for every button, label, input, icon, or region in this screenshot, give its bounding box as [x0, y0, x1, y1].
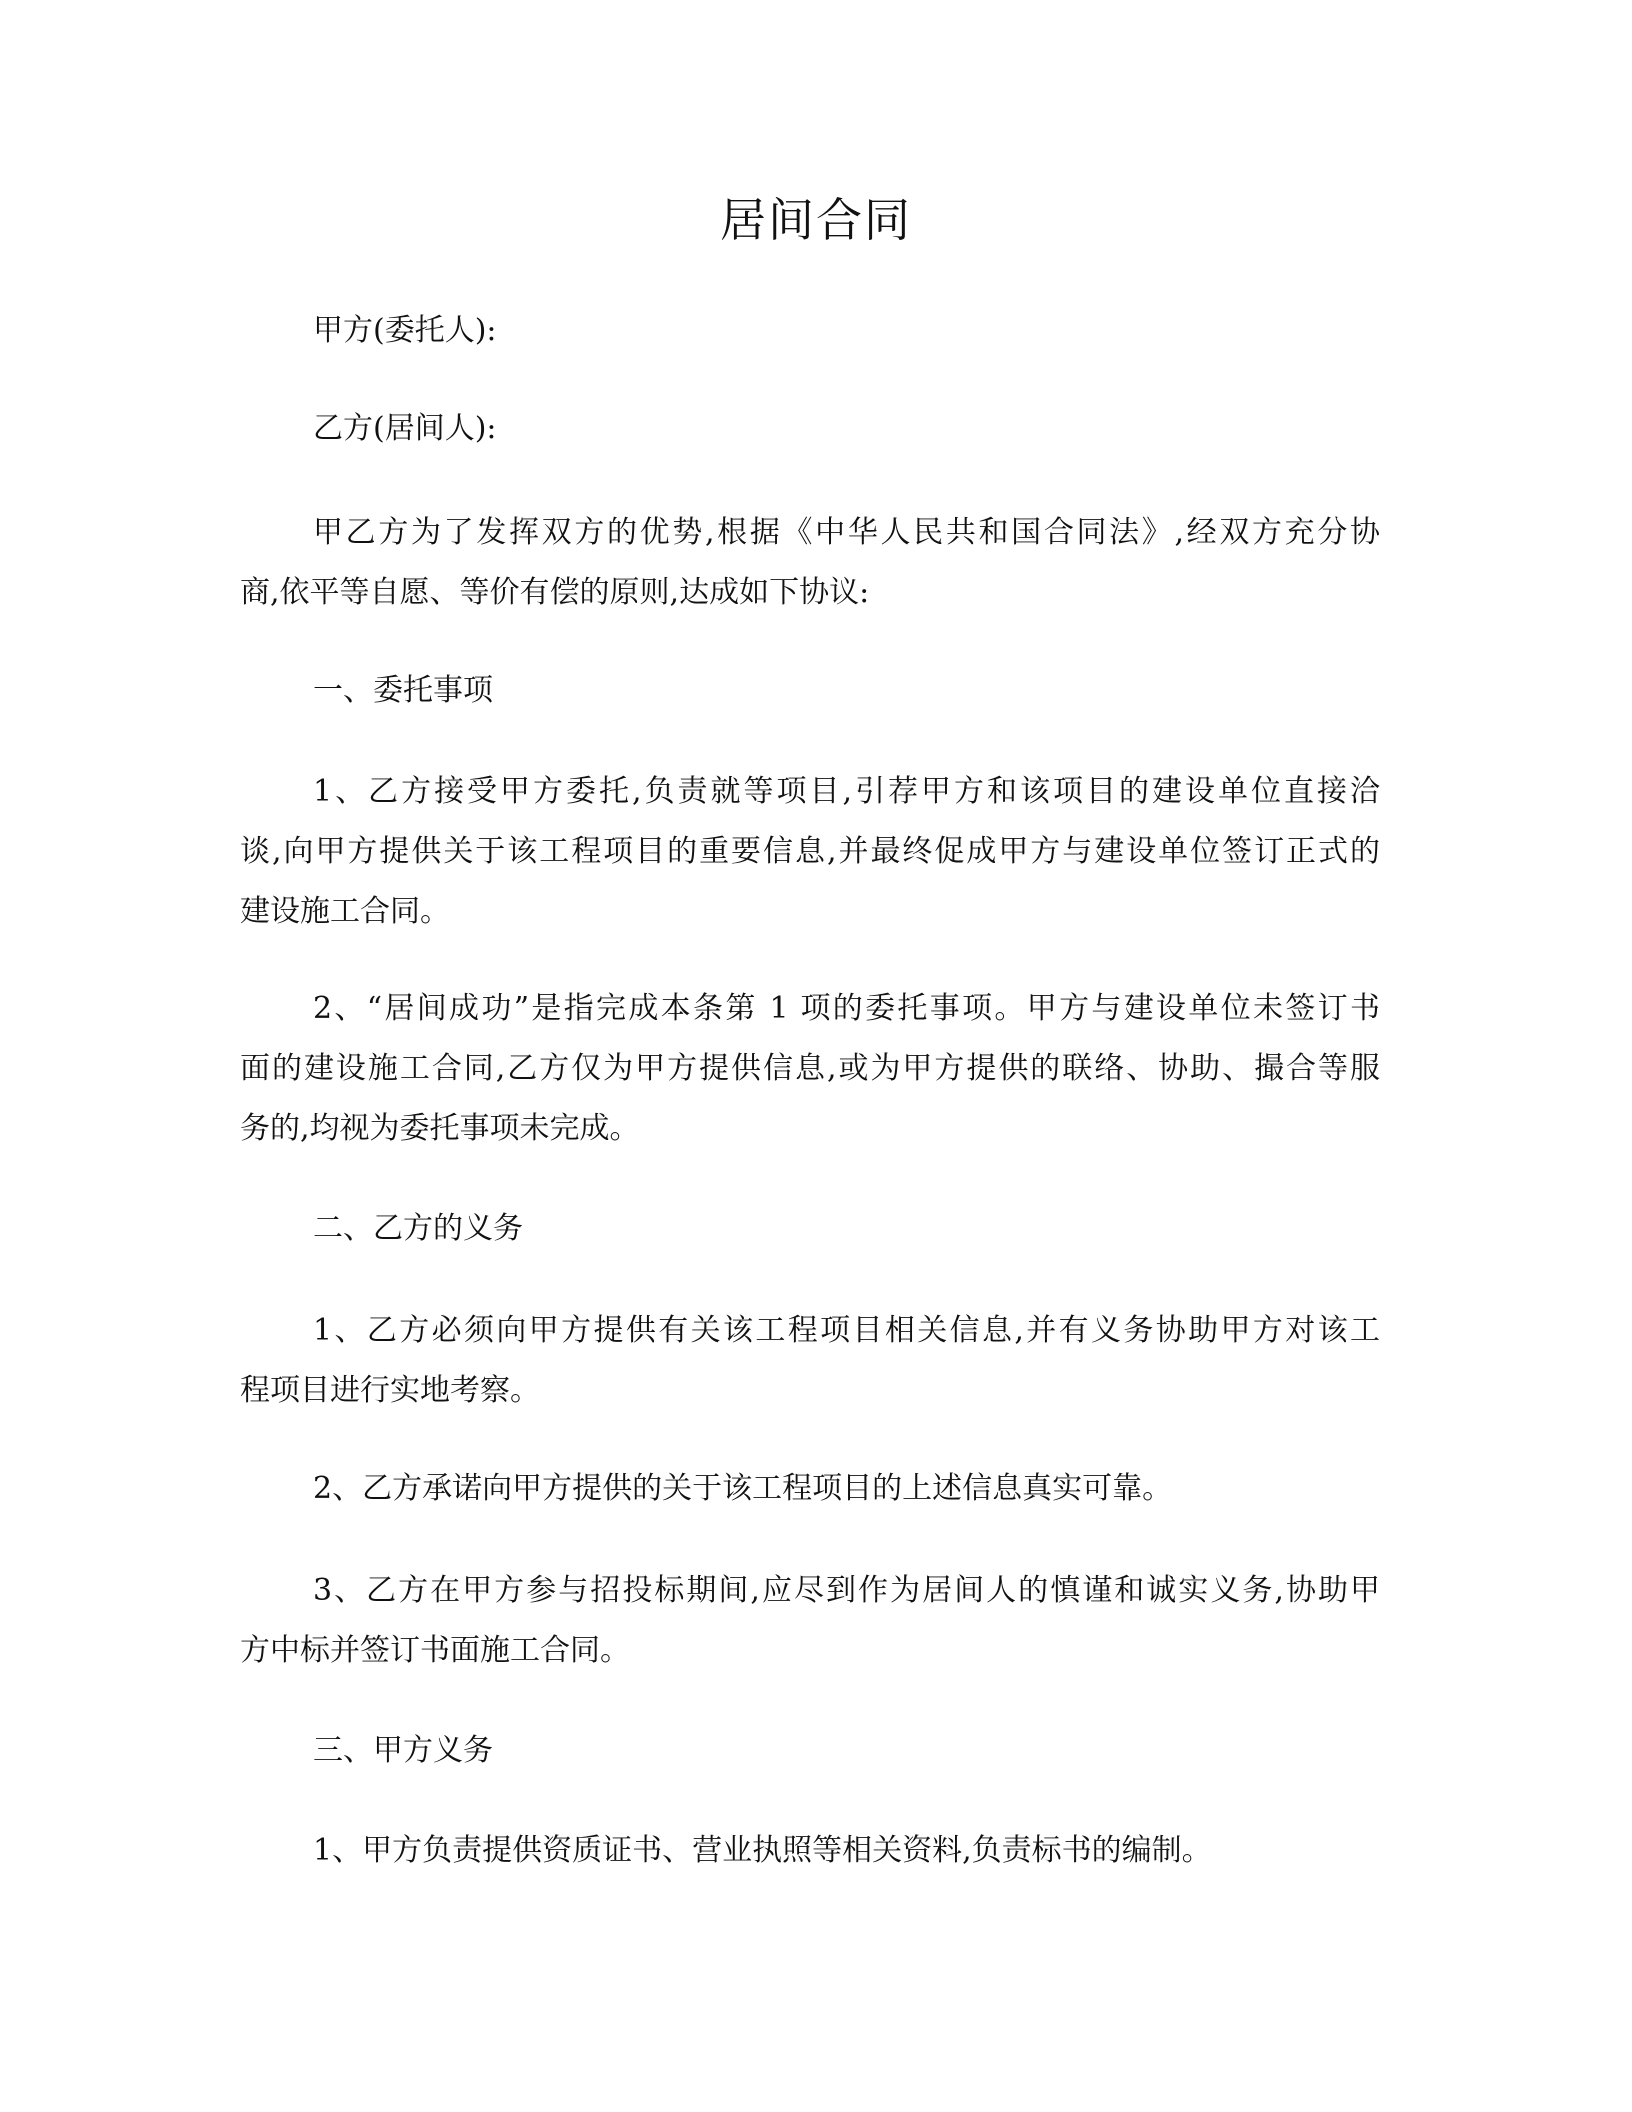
section3-item1 [240, 1831, 1380, 1871]
text-line: 谈,向甲方提供关于该工程项目的重要信息,并最终促成甲方与建设单位签订正式的 [240, 834, 1380, 869]
section1-item1 [240, 772, 1380, 932]
text-line: 商,依平等自愿、等价有偿的原则,达成如下协议: [240, 575, 870, 610]
text-line: 建设施工合同。 [240, 894, 450, 929]
text-line: 2、“居间成功”是指完成本条第 1 项的委托事项。甲方与建设单位未签订书 [313, 991, 1380, 1026]
section-heading: 一、委托事项 [313, 673, 493, 708]
text-line: 方中标并签订书面施工合同。 [240, 1633, 630, 1668]
section3-heading [240, 1731, 1380, 1771]
section2-item1 [240, 1311, 1380, 1411]
party-a-line [240, 311, 1380, 351]
text-line: 1、甲方负责提供资质证书、营业执照等相关资料,负责标书的编制。 [313, 1833, 1212, 1868]
text-line: 1、乙方接受甲方委托,负责就等项目,引荐甲方和该项目的建设单位直接洽 [313, 774, 1380, 809]
text-line: 甲乙方为了发挥双方的优势,根据《中华人民共和国合同法》,经双方充分协 [313, 515, 1380, 550]
text-line: 3、乙方在甲方参与招投标期间,应尽到作为居间人的慎谨和诚实义务,协助甲 [313, 1573, 1380, 1608]
document-title: 居间合同 [720, 193, 912, 247]
section1-heading [240, 671, 1380, 711]
text-line: 1、乙方必须向甲方提供有关该工程项目相关信息,并有义务协助甲方对该工 [313, 1313, 1380, 1348]
party-a-label: 甲方(委托人): [313, 313, 497, 348]
section2-heading [240, 1209, 1380, 1249]
section2-item2 [240, 1469, 1380, 1509]
preamble-paragraph [240, 513, 1380, 613]
text-line: 面的建设施工合同,乙方仅为甲方提供信息,或为甲方提供的联络、协助、撮合等服 [240, 1051, 1380, 1086]
section-heading: 三、甲方义务 [313, 1733, 493, 1768]
text-line: 2、乙方承诺向甲方提供的关于该工程项目的上述信息真实可靠。 [313, 1471, 1173, 1506]
text-line: 程项目进行实地考察。 [240, 1373, 540, 1408]
text-line: 务的,均视为委托事项未完成。 [240, 1111, 640, 1146]
section-heading: 二、乙方的义务 [313, 1211, 523, 1246]
party-b-label: 乙方(居间人): [313, 411, 497, 446]
party-b-line [240, 409, 1380, 449]
section1-item2 [240, 989, 1380, 1149]
section2-item3 [240, 1571, 1380, 1671]
